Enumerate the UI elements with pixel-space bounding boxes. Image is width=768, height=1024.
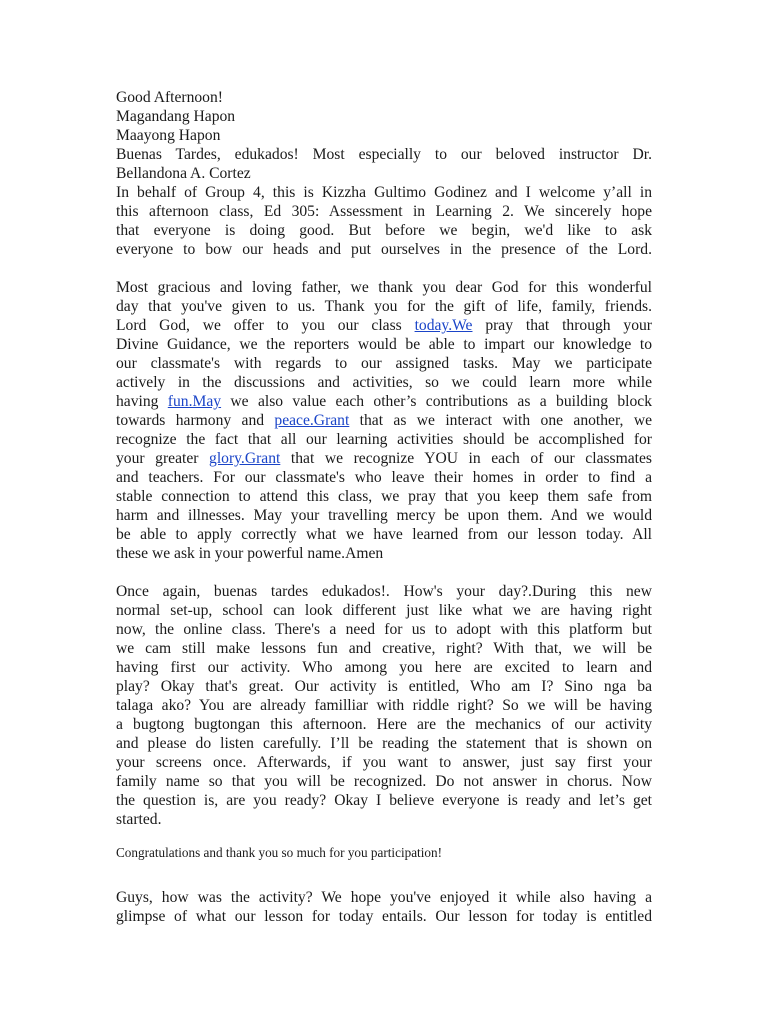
text-line: everyone to bow our heads and put ourselves in the presence of the Lord. [116, 241, 652, 258]
text-line [116, 316, 652, 335]
text-line: talaga ako? You are already familliar with riddle right? So we will be having [116, 697, 652, 714]
text-line: these we ask in your powerful name.Amen [116, 545, 384, 562]
greeting-line: Good Afternoon! [116, 89, 223, 106]
text-segment: towards harmony and [116, 412, 275, 429]
text-line [116, 449, 652, 468]
paragraph-spacer [116, 862, 652, 888]
link-fun-may[interactable]: fun.May [167, 393, 222, 410]
text-line: family name so that you will be recognized. Do not answer in chorus. Now [116, 773, 652, 790]
link-peace-grant[interactable]: peace.Grant [274, 412, 350, 429]
text-line: your screens once. Afterwards, if you want to answer, just say first your [116, 754, 652, 771]
congrats-line: Congratulations and thank you so much for you participation! [116, 845, 442, 860]
text-line: normal set-up, school can look different just like what we are having right [116, 602, 652, 619]
text-line: we cam still make lessons fun and creative, right? With that, we will be [116, 640, 652, 657]
text-line: be able to apply correctly what we have learned from our lesson today. All [116, 526, 652, 543]
text-line: actively in the discussions and activities, so we could learn more while [116, 374, 652, 391]
text-line: Bellandona A. Cortez [116, 165, 251, 182]
text-line: now, the online class. There's a need for us to adopt with this platform but [116, 621, 652, 638]
text-segment: your greater [116, 450, 210, 467]
text-line: Once again, buenas tardes edukados!. How's your day?.During this new [116, 583, 652, 600]
text-line: this afternoon class, Ed 305: Assessment in Learning 2. We sincerely hope [116, 203, 652, 220]
text-segment: that as we interact with one another, we [349, 412, 652, 429]
text-line: play? Okay that's great. Our activity is entitled, Who am I? Sino nga ba [116, 678, 652, 695]
greeting-line: Maayong Hapon [116, 127, 221, 144]
paragraph-spacer [116, 829, 652, 843]
text-segment: that we recognize YOU in each of our classmates [280, 450, 652, 467]
text-line: In behalf of Group 4, this is Kizzha Gultimo Godinez and I welcome y’all in [116, 184, 652, 201]
text-line: glimpse of what our lesson for today entails. Our lesson for today is entitled [116, 908, 652, 925]
text-line: the question is, are you ready? Okay I believe everyone is ready and let’s get [116, 792, 652, 809]
document-page [116, 88, 652, 926]
closing-paragraph [116, 888, 652, 926]
congrats-paragraph [116, 843, 652, 862]
text-line: a bugtong bugtongan this afternoon. Here are the mechanics of our activity [116, 716, 652, 733]
text-line: and teachers. For our classmate's who leave their homes in order to find a [116, 469, 652, 486]
text-line: Buenas Tardes, edukados! Most especially to our beloved instructor Dr. [116, 146, 652, 163]
text-line: started. [116, 811, 162, 828]
text-line [116, 411, 652, 430]
text-line: our classmate's with regards to our assigned tasks. May we participate [116, 355, 652, 372]
text-segment: we also value each other’s contributions as a building block [221, 393, 653, 410]
text-line: having first our activity. Who among you here are excited to learn and [116, 659, 652, 676]
text-line: day that you've given to us. Thank you for the gift of life, family, friends. [116, 298, 652, 315]
text-line: and please do listen carefully. I’ll be reading the statement that is shown on [116, 735, 652, 752]
text-line [116, 392, 652, 411]
text-line: recognize the fact that all our learning activities should be accomplished for [116, 431, 652, 448]
text-line: that everyone is doing good. But before we begin, we'd like to ask [116, 222, 652, 239]
text-line: Guys, how was the activity? We hope you've enjoyed it while also having a [116, 889, 652, 906]
greeting-block [116, 88, 652, 145]
intro-paragraph [116, 145, 652, 259]
paragraph-spacer [116, 259, 652, 278]
text-line: stable connection to attend this class, we pray that you keep them safe from [116, 488, 652, 505]
greeting-line: Magandang Hapon [116, 108, 236, 125]
activity-paragraph [116, 582, 652, 829]
text-line: harm and illnesses. May your travelling mercy be upon them. And we would [116, 507, 652, 524]
paragraph-spacer [116, 563, 652, 582]
text-line: Most gracious and loving father, we thank you dear God for this wonderful [116, 279, 652, 296]
prayer-paragraph [116, 278, 652, 563]
text-segment: Lord God, we offer to you our class [116, 317, 415, 334]
link-today-we[interactable]: today.We [414, 317, 473, 334]
link-glory-grant[interactable]: glory.Grant [209, 450, 281, 467]
text-line: Divine Guidance, we the reporters would be able to impart our knowledge to [116, 336, 652, 353]
text-segment: pray that through your [472, 317, 653, 334]
text-segment: having [116, 393, 168, 410]
